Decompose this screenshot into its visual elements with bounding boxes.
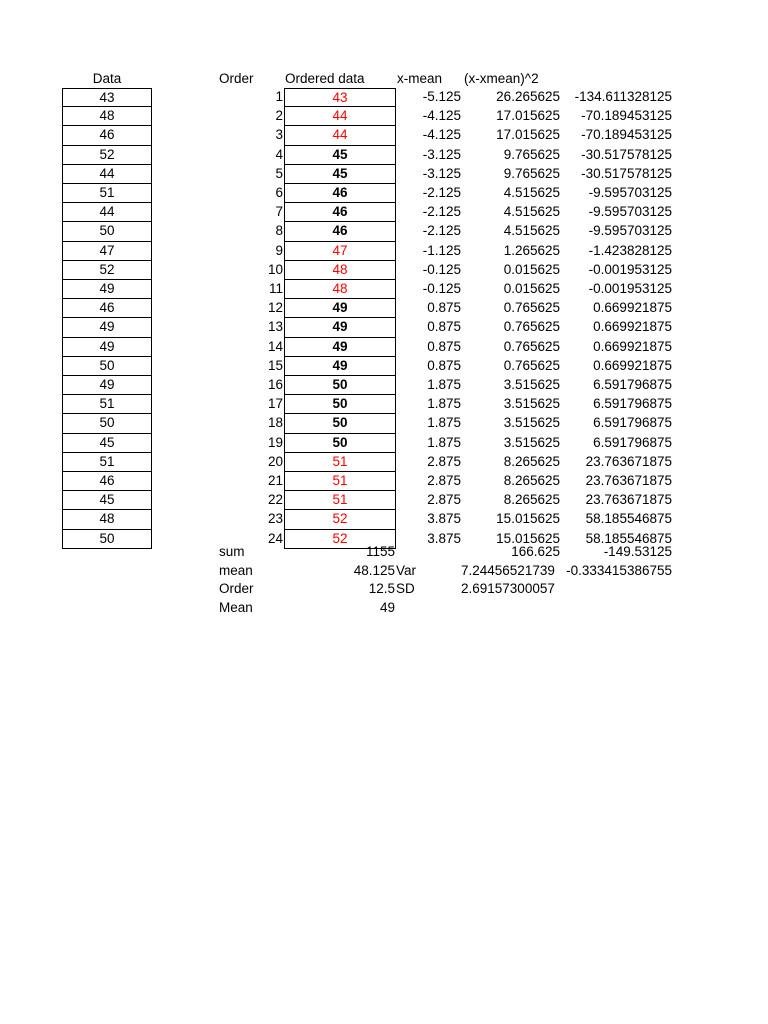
table-row [0,126,768,145]
ordered-data-cell: 49 [284,299,396,318]
order-cell: 14 [267,338,283,354]
data-cell: 44 [62,203,152,222]
order-cell: 18 [267,415,283,431]
table-row [0,414,768,433]
cubed-deviation-cell: 6.591796875 [593,396,672,412]
ordered-data-cell: 50 [284,376,396,395]
squared-deviation-cell: 15.015625 [496,511,560,527]
data-cell: 46 [62,126,152,145]
order-cell: 15 [267,357,283,373]
squared-deviation-cell: 0.765625 [503,319,560,335]
cubed-deviation-cell: -9.595703125 [588,223,672,239]
cubed-deviation-cell: 23.763671875 [585,453,672,469]
ordered-data-cell: 48 [284,261,396,280]
table-row [0,338,768,357]
x-mean-cell: 0.875 [427,338,461,354]
ordered-data-cell: 51 [284,491,396,510]
mean-value: 48.125 [353,563,395,578]
order-cell: 3 [275,127,283,143]
data-cell: 49 [62,376,152,395]
ordered-data-cell: 48 [284,280,396,299]
cubed-deviation-cell: -9.595703125 [588,185,672,200]
cubed-deviation-cell: 0.669921875 [593,357,672,373]
cubed-deviation-cell: -70.189453125 [581,127,672,143]
table-row [0,165,768,184]
order-cell: 21 [267,473,283,488]
ordered-data-cell: 44 [284,107,396,126]
cubed-deviation-cell: 23.763671875 [585,473,672,488]
table-row [0,261,768,280]
summary-row-order [0,579,768,598]
table-row [0,280,768,299]
cubed-deviation-cell: 6.591796875 [593,434,672,450]
squared-deviation-cell: 8.265625 [503,473,560,488]
data-cell: 48 [62,107,152,126]
table-row [0,242,768,261]
squared-deviation-cell: 3.515625 [503,377,560,392]
data-cell: 50 [62,530,152,549]
table-row [0,299,768,318]
data-cell: 49 [62,280,152,299]
squared-deviation-cell: 0.765625 [503,300,560,316]
ordered-data-cell: 44 [284,126,396,145]
sd-label: SD [396,581,415,596]
ordered-data-cell: 47 [284,242,396,261]
header-ordered-data: Ordered data [285,71,365,86]
order-label: Order [219,581,254,596]
squared-deviation-cell: 8.265625 [503,453,560,469]
squared-deviation-cell: 9.765625 [503,146,560,162]
cubed-deviation-cell: -30.517578125 [581,146,672,162]
squared-deviation-cell: 15.015625 [496,530,560,546]
mean-label: mean [219,563,253,578]
squared-deviation-cell: 4.515625 [503,223,560,239]
table-row [0,395,768,414]
cubed-deviation-cell: 0.669921875 [593,300,672,316]
cubed-deviation-cell: 0.669921875 [593,319,672,335]
order-cell: 24 [267,530,283,546]
cubed-deviation-cell: 0.669921875 [593,338,672,354]
data-cell: 46 [62,299,152,318]
table-row [0,88,768,107]
squared-deviation-cell: 0.765625 [503,338,560,354]
x-mean-cell: 1.875 [427,415,461,431]
order-cell: 8 [275,223,283,239]
header-order: Order [219,71,254,86]
cubed-deviation-cell: 58.185546875 [585,530,672,546]
summary-row-mean [0,561,768,580]
x-mean-cell: -4.125 [422,127,461,143]
header-x-mean: x-mean [397,71,443,86]
table-row [0,472,768,491]
var-value: 7.24456521739 [461,563,555,578]
cubed-deviation-cell: 6.591796875 [593,377,672,392]
sum-label: sum [219,544,245,559]
ordered-data-cell: 50 [284,414,396,433]
order-value: 12.5 [368,581,395,596]
x-mean-cell: -2.125 [422,223,461,239]
ordered-data-cell: 46 [284,222,396,241]
sd-value: 2.69157300057 [461,581,555,596]
ordered-data-cell: 49 [284,338,396,357]
sum-value: 1155 [365,544,395,559]
data-cell: 44 [62,165,152,184]
x-mean-cell: 1.875 [427,396,461,412]
ordered-data-cell: 49 [284,318,396,337]
data-cell: 43 [62,88,152,107]
data-cell: 52 [62,261,152,280]
squared-deviation-cell: 8.265625 [503,492,560,508]
ordered-data-cell: 45 [284,165,396,184]
table-row [0,222,768,241]
data-cell: 50 [62,222,152,241]
squared-deviation-cell: 17.015625 [496,108,560,124]
x-mean-cell: 2.875 [427,473,461,488]
table-row [0,376,768,395]
x-mean-cell: -0.125 [422,281,461,296]
summary-row-sum [0,542,768,561]
table-row [0,318,768,337]
cubed-deviation-cell: 58.185546875 [585,511,672,527]
ordered-data-cell: 43 [284,88,396,107]
table-row [0,184,768,203]
ordered-data-cell: 52 [284,510,396,529]
order-cell: 7 [275,204,283,220]
data-cell: 46 [62,472,152,491]
order-cell: 16 [267,377,283,392]
table-row [0,203,768,222]
header-data: Data [92,71,122,86]
table-row [0,434,768,453]
x-mean-cell: -1.125 [422,242,461,258]
summary-row-median [0,598,768,617]
table-row [0,491,768,510]
data-cell: 45 [62,491,152,510]
ordered-data-cell: 51 [284,453,396,472]
ordered-data-cell: 52 [284,530,396,549]
median-value: 49 [379,600,395,615]
x-mean-cell: -2.125 [422,204,461,220]
squared-deviation-cell: 0.015625 [503,281,560,296]
order-cell: 17 [267,396,283,412]
x-mean-cell: 2.875 [427,492,461,508]
data-cell: 49 [62,338,152,357]
squared-deviation-cell: 3.515625 [503,415,560,431]
data-cell: 51 [62,395,152,414]
ordered-data-cell: 50 [284,434,396,453]
header-squared-deviation: (x-xmean)^2 [464,71,539,86]
data-cell: 50 [62,357,152,376]
order-cell: 22 [267,492,283,508]
x-mean-cell: -5.125 [422,89,461,104]
order-cell: 4 [275,146,283,162]
cubed-deviation-cell: -70.189453125 [581,108,672,124]
squared-deviation-cell: 1.265625 [503,242,560,258]
ordered-data-cell: 45 [284,146,396,165]
data-cell: 51 [62,453,152,472]
x-mean-cell: -4.125 [422,108,461,124]
table-row [0,510,768,529]
x-mean-cell: 2.875 [427,453,461,469]
squared-deviation-cell: 3.515625 [503,396,560,412]
order-cell: 9 [275,242,283,258]
ordered-data-cell: 49 [284,357,396,376]
ordered-data-cell: 46 [284,203,396,222]
data-cell: 49 [62,318,152,337]
order-cell: 23 [267,511,283,527]
ordered-data-cell: 50 [284,395,396,414]
data-cell: 50 [62,414,152,433]
order-cell: 10 [267,261,283,277]
squared-deviation-cell: 3.515625 [503,434,560,450]
x-mean-cell: 0.875 [427,300,461,316]
x-mean-cell: 1.875 [427,434,461,450]
cubed-deviation-cell: -0.001953125 [588,261,672,277]
data-cell: 51 [62,184,152,203]
cubed-deviation-cell: 6.591796875 [593,415,672,431]
order-cell: 13 [267,319,283,335]
order-cell: 1 [275,89,283,104]
x-mean-cell: 0.875 [427,357,461,373]
sum-squared-value: 166.625 [511,544,560,559]
squared-deviation-cell: 9.765625 [503,165,560,181]
var-label: Var [396,563,417,578]
order-cell: 20 [267,453,283,469]
order-cell: 12 [267,300,283,316]
table-row [0,107,768,126]
squared-deviation-cell: 4.515625 [503,185,560,200]
cubed-deviation-cell: 23.763671875 [585,492,672,508]
cubed-deviation-cell: -134.611328125 [574,89,672,104]
squared-deviation-cell: 26.265625 [496,89,560,104]
cubed-deviation-cell: -0.001953125 [588,281,672,296]
table-row [0,146,768,165]
cubed-deviation-cell: -9.595703125 [588,204,672,220]
cubed-deviation-cell: -1.423828125 [588,242,672,258]
order-cell: 11 [268,281,283,296]
x-mean-cell: -3.125 [422,165,461,181]
table-row [0,357,768,376]
cubed-deviation-cell: -30.517578125 [581,165,672,181]
ordered-data-cell: 51 [284,472,396,491]
x-mean-cell: -0.125 [422,261,461,277]
median-label: Mean [219,600,253,615]
data-cell: 48 [62,510,152,529]
data-cell: 47 [62,242,152,261]
x-mean-cell: -2.125 [422,185,461,200]
data-cell: 52 [62,146,152,165]
order-cell: 2 [275,108,283,124]
x-mean-cell: -3.125 [422,146,461,162]
squared-deviation-cell: 0.765625 [503,357,560,373]
squared-deviation-cell: 4.515625 [503,204,560,220]
squared-deviation-cell: 0.015625 [503,261,560,277]
x-mean-cell: 1.875 [427,377,461,392]
sum-cubed-value: -149.53125 [603,544,672,559]
x-mean-cell: 0.875 [427,319,461,335]
x-mean-cell: 3.875 [427,530,461,546]
order-cell: 19 [267,434,283,450]
table-row [0,453,768,472]
ordered-data-cell: 46 [284,184,396,203]
squared-deviation-cell: 17.015625 [496,127,560,143]
x-mean-cell: 3.875 [427,511,461,527]
order-cell: 6 [275,185,283,200]
skew-value: -0.333415386755 [566,563,672,578]
data-cell: 45 [62,434,152,453]
order-cell: 5 [275,165,283,181]
